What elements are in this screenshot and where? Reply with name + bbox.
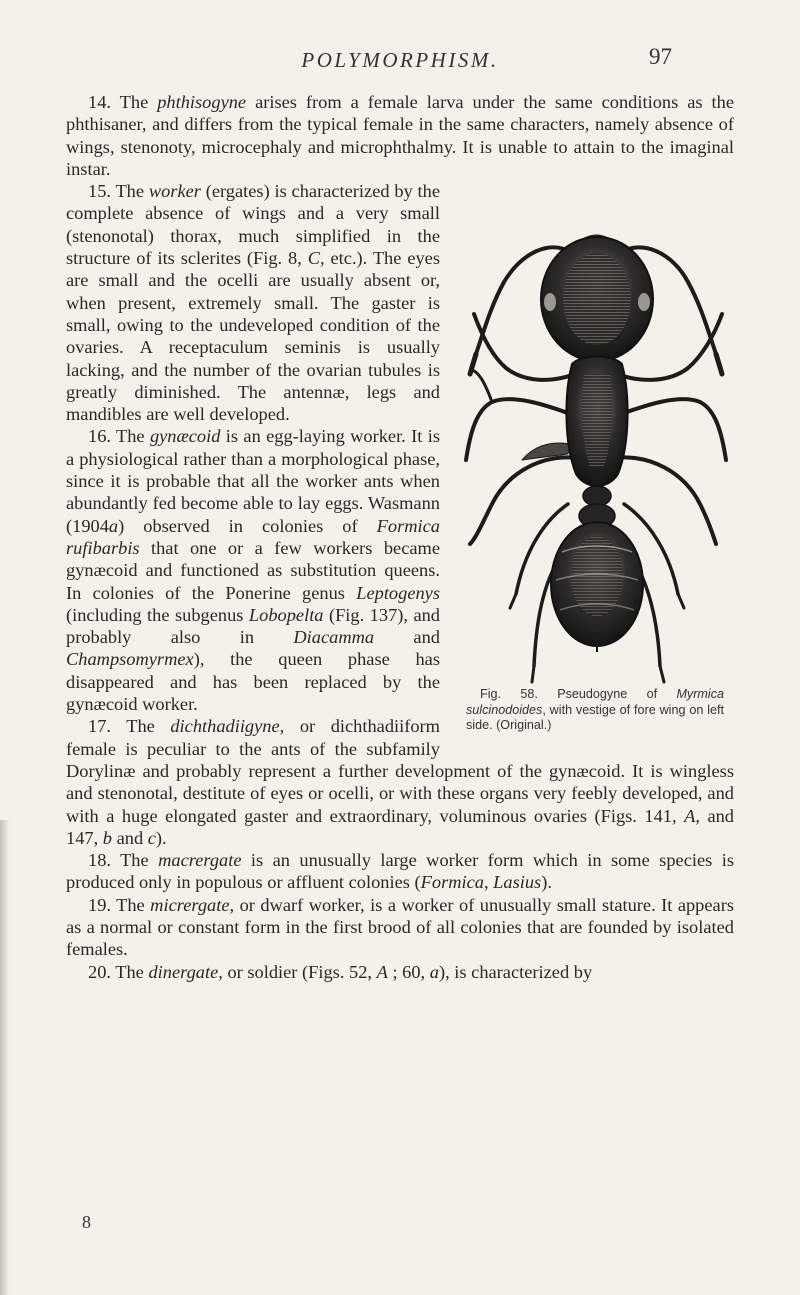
paragraph-19: 19. The micrergate, or dwarf worker, is a worker of unusually small stature. It appears as a normal or constant form in the first brood of all colonies that are founded by isolated females. — [66, 894, 734, 960]
signature-mark: 8 — [82, 1212, 91, 1232]
term-worker: worker — [148, 181, 201, 202]
running-head — [0, 40, 800, 80]
figure-label: Fig. 58. — [480, 687, 538, 702]
paragraph-20: 20. The dinergate, or soldier (Figs. 52, A ; 60, a), is characterized by — [88, 961, 593, 982]
paragraph-14: 14. The phthisogyne arises from a female larva under the same conditions as the phthisaner, and differs from the typical female in the same characters, namely absence of wings, stenonoty, microcephaly and microphthalmy. It is unable to attain to the imaginal instar. — [66, 92, 734, 179]
body-text — [66, 91, 734, 983]
binding-gutter-shadow — [0, 820, 10, 1295]
term-phthisogyne: phthisogyne — [157, 92, 247, 112]
figure-58 — [454, 204, 738, 752]
term-dichthadiigyne: dichthadiigyne, — [170, 716, 285, 737]
page-number: 97 — [649, 44, 672, 69]
paragraph-18: 18. The macrergate is an unusually large worker form which in some species is produced only in populous or affluent colonies (Formica, Lasius). — [66, 850, 734, 893]
figure-species: Myrmica sulcinodoides — [466, 687, 725, 717]
term-dinergate: dinergate, — [148, 961, 223, 982]
ant-illustration — [452, 204, 742, 688]
term-macrergate: macrergate — [158, 850, 242, 871]
paragraph-17: 17. The dichthadiigyne, or dichthadiiform female is peculiar to the ants of the subfamily Dorylinæ and probably represent a further development of the gynæcoid. It is wingless and stenonotal, destitute of eyes or ocelli, or with these organs very feebly developed, and with a huge elongated gaster and extraordinary, voluminous ovaries (Figs. 141, A, and 147, b and c). — [66, 716, 734, 848]
paragraph-16: 16. The gynæcoid is an egg-laying worker. It is a physiological rather than a morphological phase, since it is probable that all the worker ants when abundantly fed become able to lay eggs. Wasmann (1904a) observed in colonies of Formica rufibarbis that one or a few workers became gynæcoid and functioned as substitution queens. In colonies of the Ponerine genus Leptogenys (including the subgenus Lobopelta (Fig. 137), and probably also in Diacamma and Champsomyrmex), the queen phase has disappeared and has been replaced by the gynæcoid worker. — [66, 426, 440, 715]
figure-caption: Fig. 58. Pseudogyne of Myrmica sulcinodoides, with vestige of fore wing on left side. (Original.) — [466, 687, 725, 733]
paragraph-15: 15. The worker Fig. 58. Pseudogyne of Myrmica sulcinodoides, with vestige of fore wing on left side. (Original.) (ergates) is characterized by the complete absence of wings and a very small (stenonotal) thorax, much simplified in the structure of its sclerites (Fig. 8, C, etc.). The eyes are small and the ocelli are usually absent or, when present, extremely small. The gaster is small, owing to the undeveloped condition of the ovaries. A receptaculum seminis is usually lacking, and the number of the ovarian tubules is greatly diminished. The antennæ, legs and mandibles are well developed. — [66, 180, 734, 425]
running-title: POLYMORPHISM. — [301, 48, 499, 72]
term-micrergate: micrergate, — [150, 894, 235, 915]
term-gynaecoid: gynæcoid — [149, 426, 221, 447]
